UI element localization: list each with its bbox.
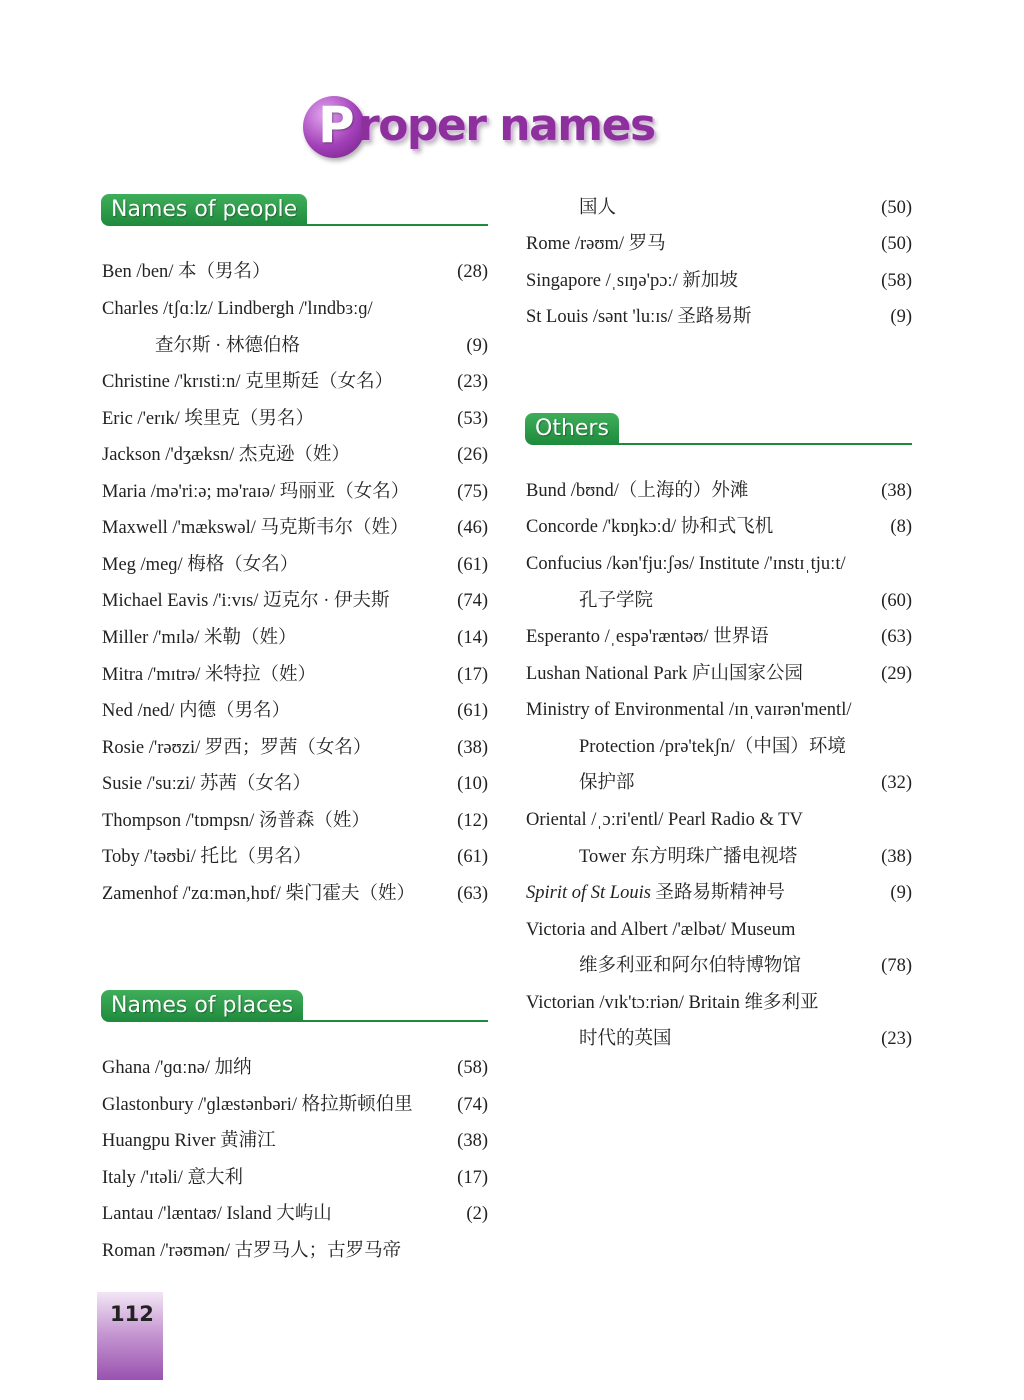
list-item: Jackson /'dʒæksn/ 杰克逊（姓） (26) xyxy=(102,445,488,465)
list-item: Mitra /'mɪtrə/ 米特拉（姓） (17) xyxy=(102,665,488,685)
section-people-heading: Names of people xyxy=(101,194,307,226)
list-item: Protection /prə'tekʃn/（中国）环境 xyxy=(579,737,846,757)
list-item: Lushan National Park 庐山国家公园 (29) xyxy=(526,664,912,684)
list-item: Tower 东方明珠广播电视塔 (38) xyxy=(579,847,912,867)
list-item: Concorde /'kɒŋkɔːd/ 协和式飞机 (8) xyxy=(526,517,912,537)
list-item: Ben /ben/ 本（男名） (28) xyxy=(102,262,488,282)
list-item: Huangpu River 黄浦江 (38) xyxy=(102,1131,488,1151)
section-places-heading: Names of places xyxy=(101,990,303,1022)
list-item: Christine /'krɪstiːn/ 克里斯廷（女名） (23) xyxy=(102,372,488,392)
list-item: Zamenhof /'zɑːmən,hɒf/ 柴门霍夫（姓） (63) xyxy=(102,884,488,904)
list-item: Roman /'rəʊmən/ 古罗马人；古罗马帝 xyxy=(102,1241,402,1261)
list-item: Ned /ned/ 内德（男名） (61) xyxy=(102,701,488,721)
list-item: Oriental /ˌɔːri'entl/ Pearl Radio & TV xyxy=(526,810,803,830)
section-people-header xyxy=(101,194,488,228)
list-item: Miller /'mɪlə/ 米勒（姓） (14) xyxy=(102,628,488,648)
list-item: Spirit of St Louis 圣路易斯精神号 (9) xyxy=(526,883,912,903)
list-item: Glastonbury /'ɡlæstənbəri/ 格拉斯顿伯里 (74) xyxy=(102,1095,488,1115)
list-item: Meg /meɡ/ 梅格（女名） (61) xyxy=(102,555,488,575)
list-item: 孔子学院 (60) xyxy=(579,591,912,611)
list-item: 时代的英国 (23) xyxy=(579,1029,912,1049)
list-item: Singapore /ˌsɪŋə'pɔː/ 新加坡 (58) xyxy=(526,271,912,291)
list-item: Ministry of Environmental /ɪnˌvaɪrən'mentl/ xyxy=(526,700,852,720)
list-item: 保护部 (32) xyxy=(579,773,912,793)
list-item: Toby /'təʊbi/ 托比（男名） (61) xyxy=(102,847,488,867)
list-item: St Louis /sənt 'luːɪs/ 圣路易斯 (9) xyxy=(526,307,912,327)
section-others-heading: Others xyxy=(525,413,619,445)
list-item: Thompson /'tɒmpsn/ 汤普森（姓） (12) xyxy=(102,811,488,831)
list-item: Ghana /'ɡɑːnə/ 加纳 (58) xyxy=(102,1058,488,1078)
list-item: Maxwell /'mækswəl/ 马克斯韦尔（姓） (46) xyxy=(102,518,488,538)
section-divider xyxy=(615,443,912,445)
page-title: roper names xyxy=(358,100,655,151)
list-item: 查尔斯 · 林德伯格 (9) xyxy=(155,336,488,356)
list-item: Michael Eavis /'iːvɪs/ 迈克尔 · 伊夫斯 (74) xyxy=(102,591,488,611)
list-item: Italy /'ɪtəli/ 意大利 (17) xyxy=(102,1168,488,1188)
list-item: Victoria and Albert /'ælbət/ Museum xyxy=(526,920,796,940)
list-item: Eric /'erɪk/ 埃里克（男名） (53) xyxy=(102,409,488,429)
list-item: Esperanto /ˌespə'ræntəʊ/ 世界语 (63) xyxy=(526,627,912,647)
list-item: 国人 (50) xyxy=(579,198,912,218)
list-item: Rome /rəʊm/ 罗马 (50) xyxy=(526,234,912,254)
list-item: Charles /tʃɑːlz/ Lindbergh /'lɪndbɜːɡ/ xyxy=(102,299,373,319)
title-first-letter: P xyxy=(318,96,355,154)
list-item: Confucius /kən'fjuːʃəs/ Institute /'ɪnstɪˌtjuːt/ xyxy=(526,554,846,574)
list-item: Lantau /'læntaʊ/ Island 大屿山 (2) xyxy=(102,1204,488,1224)
list-item: Maria /mə'riːə; mə'raɪə/ 玛丽亚（女名） (75) xyxy=(102,482,488,502)
section-others-header xyxy=(525,413,912,447)
list-item: Bund /bʊnd/（上海的）外滩 (38) xyxy=(526,481,912,501)
section-divider xyxy=(281,1020,488,1022)
section-divider xyxy=(281,224,488,226)
list-item: Victorian /vɪk'tɔːriən/ Britain 维多利亚 xyxy=(526,993,819,1013)
list-item: Rosie /'rəʊzi/ 罗西；罗茜（女名） (38) xyxy=(102,738,488,758)
list-item: Susie /'suːzi/ 苏茜（女名） (10) xyxy=(102,774,488,794)
list-item: 维多利亚和阿尔伯特博物馆 (78) xyxy=(579,956,912,976)
page-number: 112 xyxy=(110,1302,154,1326)
section-places-header xyxy=(101,990,488,1024)
